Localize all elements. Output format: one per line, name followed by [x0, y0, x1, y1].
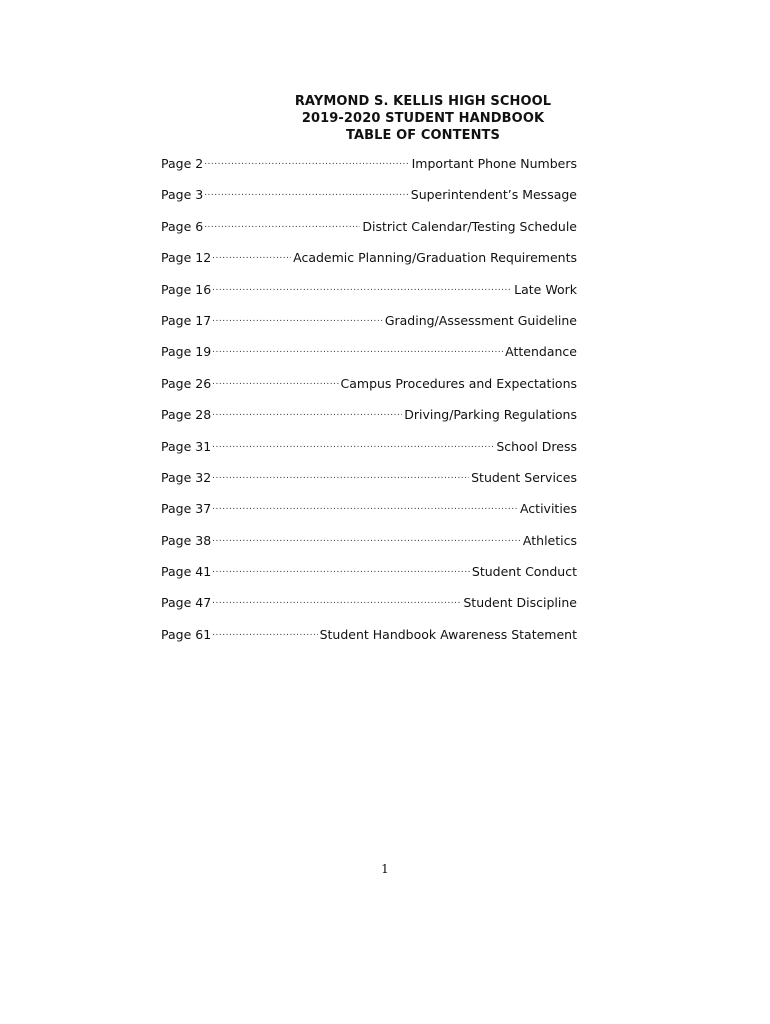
toc-page-label: Page 28 [161, 407, 212, 423]
toc-page-label: Page 2 [161, 156, 204, 171]
toc-dot-leader [212, 626, 317, 643]
toc-dot-leader [212, 563, 470, 580]
toc-entry [161, 500, 577, 531]
toc-dot-leader [204, 155, 409, 172]
toc-dot-leader [212, 343, 503, 360]
toc-dot-leader [212, 249, 291, 266]
toc-dot-leader [212, 438, 494, 455]
toc-page-label: Page 12 [161, 250, 212, 266]
toc-dot-leader [212, 281, 512, 298]
toc-section-title: Academic Planning/Graduation Requirements [293, 250, 577, 266]
toc-section-title: Activities [519, 501, 577, 517]
toc-dot-leader [204, 186, 409, 203]
toc-page-label: Page 61 [161, 626, 212, 642]
toc-dot-leader [212, 469, 469, 486]
toc-entry [161, 186, 577, 217]
toc-dot-leader [212, 594, 461, 611]
toc-page-label: Page 32 [161, 469, 212, 485]
toc-entry [161, 626, 577, 657]
toc-page-label: Page 6 [161, 218, 204, 234]
toc-page-label: Page 19 [161, 344, 212, 360]
toc-section-title: Important Phone Numbers [411, 156, 577, 171]
toc-dot-leader [212, 406, 402, 423]
toc-entry [161, 249, 577, 280]
school-name: RAYMOND S. KELLIS HIGH SCHOOL [294, 94, 552, 109]
toc-page-label: Page 16 [161, 281, 212, 297]
toc-section-title: Student Handbook Awareness Statement [319, 626, 577, 642]
toc-section-title: Attendance [505, 344, 577, 360]
toc-page-label: Page 31 [161, 438, 212, 454]
toc-heading: TABLE OF CONTENTS [345, 128, 500, 143]
document-header [250, 93, 596, 144]
toc-dot-leader [212, 312, 383, 329]
toc-section-title: School Dress [496, 438, 577, 454]
toc-entry [161, 406, 577, 437]
toc-page-label: Page 38 [161, 532, 212, 548]
toc-entry [161, 532, 577, 563]
toc-entry [161, 343, 577, 374]
toc-entry [161, 438, 577, 469]
toc-section-title: Campus Procedures and Expectations [340, 375, 577, 391]
toc-page-label: Page 41 [161, 564, 212, 580]
toc-dot-leader [212, 500, 518, 517]
toc-page-label: Page 17 [161, 312, 212, 328]
toc-entry [161, 469, 577, 500]
toc-entry [161, 218, 577, 249]
toc-entry [161, 375, 577, 406]
table-of-contents [161, 155, 577, 657]
handbook-title: 2019-2020 STUDENT HANDBOOK [301, 111, 545, 126]
toc-entry [161, 312, 577, 343]
toc-entry [161, 563, 577, 594]
toc-entry [161, 281, 577, 312]
toc-section-title: Grading/Assessment Guideline [384, 312, 577, 328]
toc-section-title: Athletics [522, 532, 577, 548]
toc-dot-leader [212, 375, 338, 392]
toc-page-label: Page 26 [161, 375, 212, 391]
toc-section-title: Superintendent’s Message [410, 187, 577, 203]
toc-entry [161, 155, 577, 186]
toc-section-title: Late Work [514, 281, 577, 297]
toc-dot-leader [204, 218, 360, 235]
toc-entry [161, 594, 577, 625]
toc-section-title: Student Services [471, 469, 577, 485]
toc-section-title: District Calendar/Testing Schedule [362, 218, 577, 234]
toc-section-title: Student Conduct [471, 564, 577, 580]
page-number: 1 [381, 862, 389, 876]
toc-section-title: Driving/Parking Regulations [404, 407, 577, 423]
toc-page-label: Page 3 [161, 187, 204, 203]
toc-section-title: Student Discipline [463, 595, 577, 611]
toc-page-label: Page 47 [161, 595, 212, 611]
toc-page-label: Page 37 [161, 501, 212, 517]
toc-dot-leader [212, 532, 521, 549]
